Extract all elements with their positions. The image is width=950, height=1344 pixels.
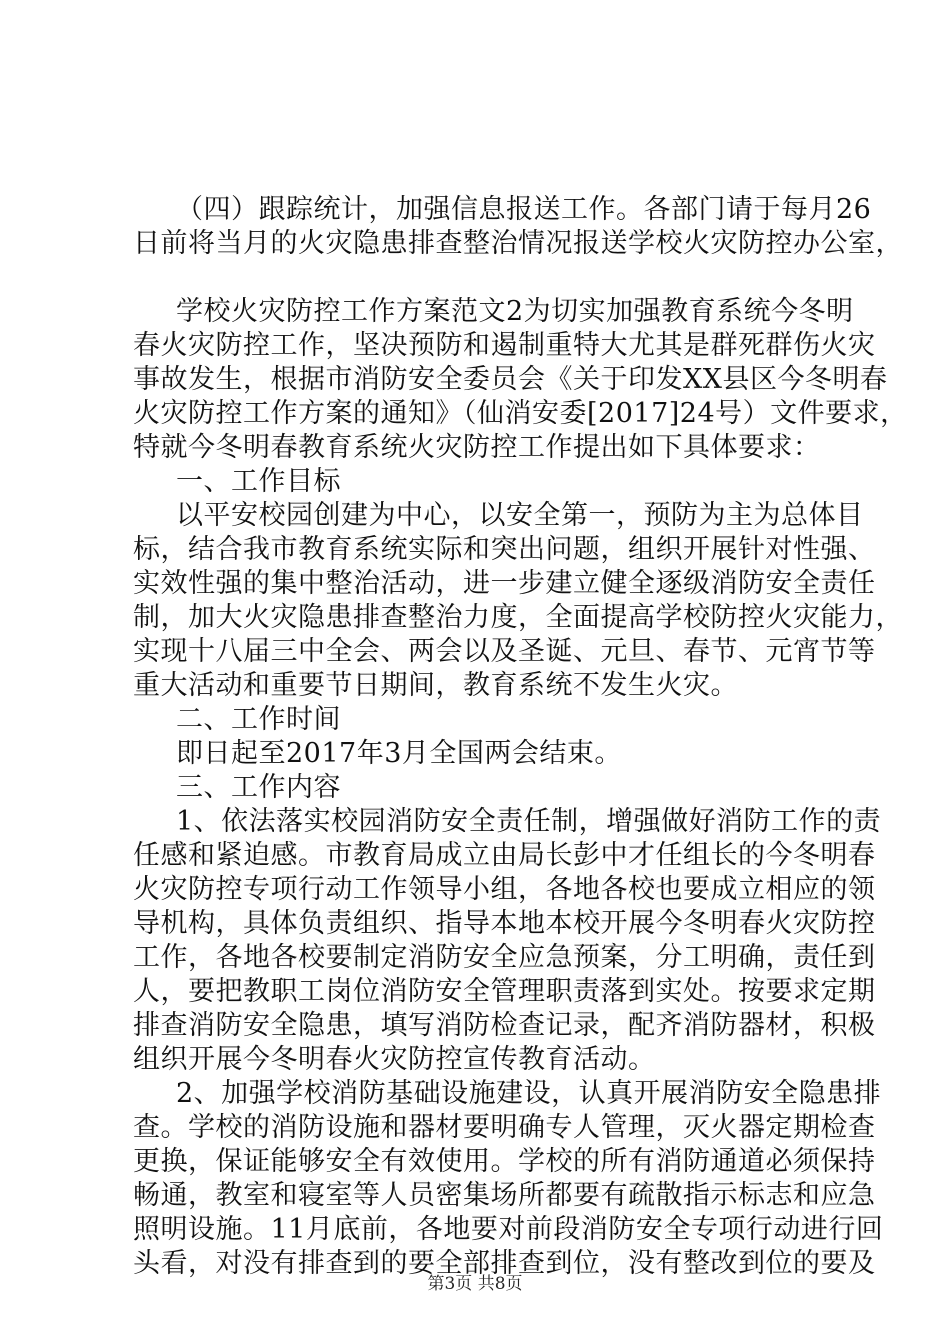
text-line: 任感和紧迫感。市教育局成立由局长彭中才任组长的今冬明春 [133, 840, 876, 871]
text-line: 畅通，教室和寝室等人员密集场所都要有疏散指示标志和应急 [133, 1180, 876, 1211]
text-line: 组织开展今冬明春火灾防控宣传教育活动。 [133, 1044, 656, 1075]
text-line: 实现十八届三中全会、两会以及圣诞、元旦、春节、元宵节等 [133, 636, 876, 667]
text-line: 导机构，具体负责组织、指导本地本校开展今冬明春火灾防控 [133, 908, 876, 939]
page-number: 第3页 共8页 [427, 1274, 523, 1294]
text-line: 即日起至2017年3月全国两会结束。 [176, 738, 622, 769]
text-line: 排查消防安全隐患，填写消防检查记录，配齐消防器材，积极 [133, 1010, 876, 1041]
text-line: 实效性强的集中整治活动，进一步建立健全逐级消防安全责任 [133, 568, 876, 599]
text-line: 工作，各地各校要制定消防安全应急预案，分工明确，责任到 [133, 942, 876, 973]
section-heading: 三、工作内容 [176, 772, 341, 803]
text-line: 头看，对没有排查到的要全部排查到位，没有整改到位的要及 [133, 1248, 876, 1279]
text-line: 查。学校的消防设施和器材要明确专人管理，灭火器定期检查 [133, 1112, 876, 1143]
text-line: 人，要把教职工岗位消防安全管理职责落到实处。按要求定期 [133, 976, 876, 1007]
text-line: 学校火灾防控工作方案范文2为切实加强教育系统今冬明 [176, 296, 854, 327]
text-line: 春火灾防控工作，坚决预防和遏制重特大尤其是群死群伤火灾 [133, 330, 876, 361]
text-line: 标，结合我市教育系统实际和突出问题，组织开展针对性强、 [133, 534, 876, 565]
text-line: 1、依法落实校园消防安全责任制，增强做好消防工作的责 [176, 806, 882, 837]
text-line: 日前将当月的火灾隐患排查整治情况报送学校火灾防控办公室， [133, 228, 903, 259]
text-line: 制，加大火灾隐患排查整治力度，全面提高学校防控火灾能力， [133, 602, 903, 633]
text-line: 2、加强学校消防基础设施建设，认真开展消防安全隐患排 [176, 1078, 882, 1109]
text-line: 火灾防控专项行动工作领导小组，各地各校也要成立相应的领 [133, 874, 876, 905]
text-line: 火灾防控工作方案的通知》（仙消安委[2017]24号）文件要求， [133, 398, 908, 429]
section-heading: 二、工作时间 [176, 704, 341, 735]
text-line: 特就今冬明春教育系统火灾防控工作提出如下具体要求： [133, 432, 821, 463]
text-line: 照明设施。11月底前，各地要对前段消防安全专项行动进行回 [133, 1214, 884, 1245]
text-line: 以平安校园创建为中心，以安全第一，预防为主为总体目 [176, 500, 864, 531]
section-heading: 一、工作目标 [176, 466, 341, 497]
text-line: 事故发生，根据市消防安全委员会《关于印发XX县区今冬明春 [133, 364, 888, 395]
text-line: 更换，保证能够安全有效使用。学校的所有消防通道必须保持 [133, 1146, 876, 1177]
text-line: 重大活动和重要节日期间，教育系统不发生火灾。 [133, 670, 738, 701]
text-line: （四）跟踪统计，加强信息报送工作。各部门请于每月26 [176, 194, 872, 225]
